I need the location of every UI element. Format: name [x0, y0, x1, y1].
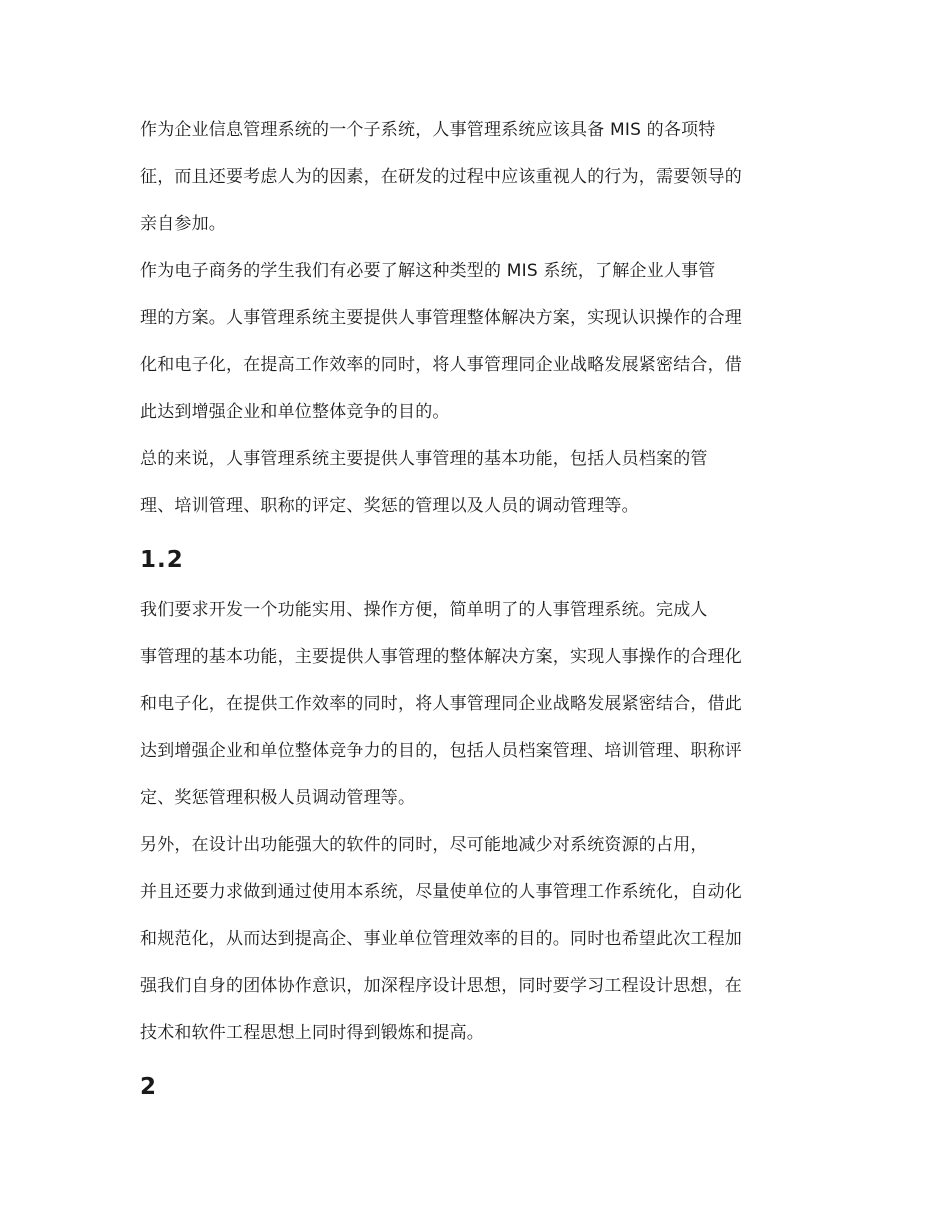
paragraph-3-line-2: 理、培训管理、职称的评定、奖惩的管理以及人员的调动管理等。	[140, 496, 639, 516]
paragraph-4-line-1: 我们要求开发一个功能实用、操作方便，简单明了的人事管理系统。完成人	[140, 600, 708, 620]
paragraph-4-line-2: 事管理的基本功能，主要提供人事管理的整体解决方案，实现人事操作的合理化	[140, 647, 742, 667]
paragraph-1-line-3: 亲自参加。	[140, 214, 226, 234]
paragraph-5-line-5: 技术和软件工程思想上同时得到锻炼和提高。	[140, 1023, 484, 1043]
paragraph-5-line-1: 另外，在设计出功能强大的软件的同时，尽可能地减少对系统资源的占用，	[140, 835, 708, 855]
paragraph-3-line-1: 总的来说，人事管理系统主要提供人事管理的基本功能，包括人员档案的管	[140, 449, 708, 469]
paragraph-4-line-5: 定、奖惩管理积极人员调动管理等。	[140, 788, 416, 808]
paragraph-5-line-4: 强我们自身的团体协作意识，加深程序设计思想，同时要学习工程设计思想，在	[140, 976, 742, 996]
paragraph-1-line-2: 征，而且还要考虑人为的因素，在研发的过程中应该重视人的行为，需要领导的	[140, 167, 742, 187]
paragraph-1-line-1: 作为企业信息管理系统的一个子系统，人事管理系统应该具备 MIS 的各项特	[140, 120, 716, 140]
paragraph-5-line-2: 并且还要力求做到通过使用本系统，尽量使单位的人事管理工作系统化，自动化	[140, 882, 742, 902]
paragraph-2-line-1: 作为电子商务的学生我们有必要了解这种类型的 MIS 系统，了解企业人事管	[140, 261, 716, 281]
paragraph-4-line-4: 达到增强企业和单位整体竞争力的目的，包括人员档案管理、培训管理、职称评	[140, 741, 742, 761]
paragraph-2-line-4: 此达到增强企业和单位整体竞争的目的。	[140, 402, 450, 422]
paragraph-5-line-3: 和规范化，从而达到提高企、事业单位管理效率的目的。同时也希望此次工程加	[140, 929, 742, 949]
paragraph-4-line-3: 和电子化，在提供工作效率的同时，将人事管理同企业战略发展紧密结合，借此	[140, 694, 742, 714]
section-heading-1-2: 1.2	[140, 547, 184, 573]
paragraph-2-line-3: 化和电子化，在提高工作效率的同时，将人事管理同企业战略发展紧密结合，借	[140, 355, 742, 375]
section-heading-2: 2	[140, 1074, 158, 1100]
paragraph-2-line-2: 理的方案。人事管理系统主要提供人事管理整体解决方案，实现认识操作的合理	[140, 308, 742, 328]
